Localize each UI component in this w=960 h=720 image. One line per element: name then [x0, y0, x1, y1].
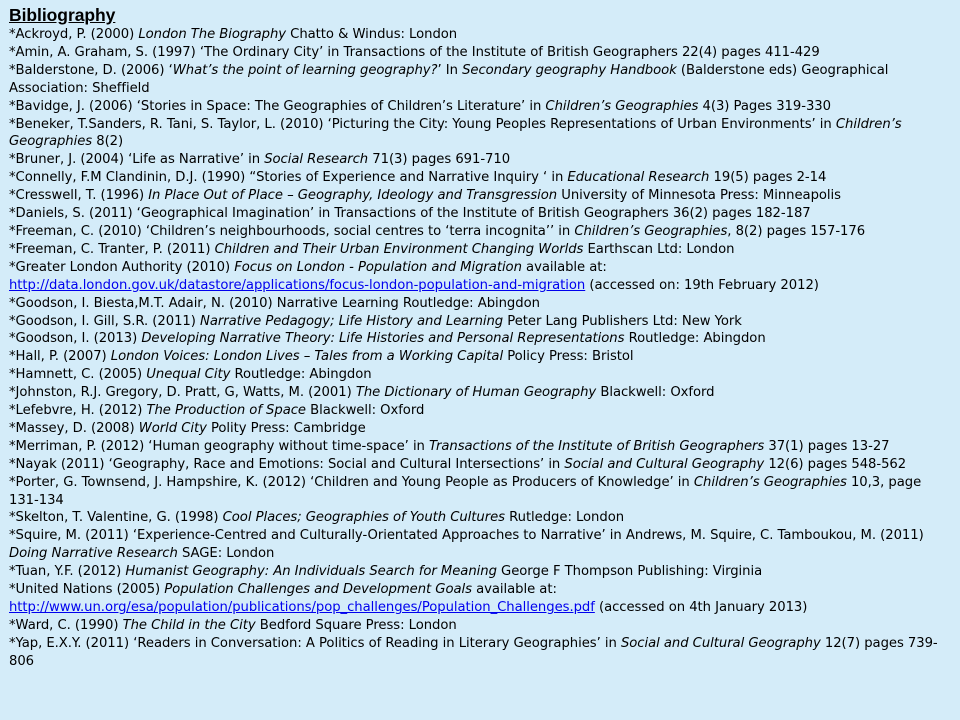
entry-text: *Tuan, Y.F. (2012) [9, 564, 126, 580]
entry-text: *United Nations (2005) [9, 582, 165, 598]
bibliography-entry [9, 62, 953, 98]
italic-title: What’s the point of learning geography? [172, 62, 438, 78]
entry-text: *Goodson, I. (2013) [9, 331, 142, 347]
bibliography-content [9, 4, 953, 671]
italic-title: The Production of Space [146, 403, 306, 419]
entry-text: *Ackroyd, P. (2000) [9, 27, 139, 42]
bibliography-entry [9, 509, 953, 527]
entry-text: 37(1) pages 13-27 [764, 438, 890, 454]
entry-text: *Beneker, T.Sanders, R. Tani, S. Taylor, L. (2010) ‘Picturing the City: Young Peoples Representations of Urban Environments’ in [9, 116, 836, 132]
bibliography-entry [9, 402, 953, 420]
entry-text: 10,3, page 131-134 [9, 474, 922, 508]
entry-text: Peter Lang Publishers Ltd: New York [503, 313, 742, 329]
entry-text: 4(3) Pages 319-330 [698, 98, 831, 114]
entry-text: *Squire, M. (2011) ‘Experience-Centred and Culturally-Orientated Approaches to Narrative’ in Andrews, M. Squire, C. Tamboukou, M. (2011) [9, 528, 924, 544]
entry-text: Rutledge: London [504, 510, 625, 526]
bibliography-entry [9, 330, 953, 348]
bibliography-entry [9, 187, 953, 205]
entry-text: *Hamnett, C. (2005) [9, 367, 147, 383]
entry-text: ’ In [437, 62, 463, 78]
bibliography-entry [9, 348, 953, 366]
entry-text: 12(6) pages 548-562 [764, 456, 907, 472]
entry-text: *Amin, A. Graham, S. (1997) ‘The Ordinary City’ in Transactions of the Institute of British Geographers 22(4) pages 411-429 [9, 44, 820, 60]
bibliography-entry [9, 116, 953, 152]
bibliography-title: Bibliography [9, 5, 116, 25]
entry-text: Policy Press: Bristol [503, 349, 634, 365]
italic-title: London The Biography [138, 27, 287, 42]
entry-text: available at: [471, 582, 557, 598]
italic-title: Doing Narrative Research [9, 546, 178, 562]
italic-title: In Place Out of Place – Geography, Ideology and Transgression [148, 188, 558, 204]
italic-title: The Dictionary of Human Geography [355, 385, 597, 401]
bibliography-entry [9, 581, 953, 617]
italic-title: London Voices: London Lives – Tales from a Working Capital [110, 349, 504, 365]
italic-title: Cool Places; Geographies of Youth Cultures [222, 510, 505, 526]
entry-text: , 8(2) pages 157-176 [727, 223, 866, 239]
italic-title: Focus on London - Population and Migration [234, 259, 522, 275]
italic-title: Children’s Geographies [693, 474, 847, 490]
entry-text: Earthscan Ltd: London [583, 241, 735, 257]
entry-text: *Johnston, R.J. Gregory, D. Pratt, G, Watts, M. (2001) [9, 385, 356, 401]
entry-text: (Balderstone eds) Geographical Association: Sheffield [9, 62, 889, 96]
entry-text: Polity Press: Cambridge [206, 420, 366, 436]
italic-title: Secondary geography Handbook [462, 62, 677, 78]
entry-text: *Hall, P. (2007) [9, 349, 111, 365]
entry-text: *Bruner, J. (2004) ‘Life as Narrative’ in [9, 152, 265, 168]
entry-text: *Freeman, C. (2010) ‘Children’s neighbourhoods, social centres to ‘terra incognita’’ in [9, 223, 575, 239]
italic-title: Social and Cultural Geography [620, 635, 821, 651]
entry-text: Chatto & Windus: London [286, 27, 458, 42]
entry-text: SAGE: London [177, 546, 275, 562]
entry-text: Routledge: Abingdon [230, 367, 372, 383]
bibliography-entry [9, 563, 953, 581]
entry-text: *Lefebvre, H. (2012) [9, 403, 147, 419]
entry-text: University of Minnesota Press: Minneapolis [557, 188, 841, 204]
bibliography-entry [9, 313, 953, 331]
url-link[interactable]: http://www.un.org/esa/population/publications/pop_challenges/Population_Challenges.pdf [9, 600, 595, 615]
entry-text: George F Thompson Publishing: Virginia [496, 564, 763, 580]
bibliography-entry [9, 259, 953, 295]
italic-title: Developing Narrative Theory: Life Histories and Personal Representations [141, 331, 625, 347]
bibliography-entry [9, 241, 953, 259]
entry-text: *Merriman, P. (2012) ‘Human geography without time-space’ in [9, 438, 430, 454]
bibliography-entry [9, 474, 953, 510]
bibliography-entry [9, 617, 953, 635]
italic-title: Population Challenges and Development Goals [164, 582, 472, 598]
entry-text: (accessed on: 19th February 2012) [585, 277, 819, 293]
bibliography-entry [9, 366, 953, 384]
entry-text: *Ward, C. (1990) [9, 617, 123, 633]
entry-text: Blackwell: Oxford [596, 385, 715, 401]
bibliography-entry [9, 384, 953, 402]
entry-text: *Cresswell, T. (1996) [9, 188, 149, 204]
bibliography-list [9, 26, 953, 671]
bibliography-entry [9, 26, 953, 44]
entry-text: *Freeman, C. Tranter, P. (2011) [9, 241, 215, 257]
italic-title: The Child in the City [122, 617, 256, 633]
bibliography-entry [9, 456, 953, 474]
italic-title: Transactions of the Institute of British Geographers [429, 438, 765, 454]
entry-text: *Nayak (2011) ‘Geography, Race and Emotions: Social and Cultural Intersections’ in [9, 456, 565, 472]
bibliography-entry [9, 223, 953, 241]
entry-text: (accessed on 4th January 2013) [594, 600, 808, 615]
bibliography-entry [9, 44, 953, 62]
italic-title: Narrative Pedagogy; Life History and Learning [200, 313, 504, 329]
entry-text: *Daniels, S. (2011) ‘Geographical Imagination’ in Transactions of the Institute of British Geographers 36(2) pages 182-187 [9, 206, 811, 222]
italic-title: Children’s Geographies [574, 223, 728, 239]
entry-text: *Massey, D. (2008) [9, 420, 139, 436]
entry-text: *Bavidge, J. (2006) ‘Stories in Space: The Geographies of Children’s Literature’ in [9, 98, 546, 114]
entry-text: 19(5) pages 2-14 [709, 170, 827, 186]
entry-text: 12(7) pages 739-806 [9, 635, 938, 669]
url-link[interactable]: http://data.london.gov.uk/datastore/applications/focus-london-population-and-migration [9, 277, 586, 293]
entry-text: Bedford Square Press: London [255, 617, 457, 633]
bibliography-entry [9, 527, 953, 563]
italic-title: World City [138, 420, 207, 436]
bibliography-entry [9, 98, 953, 116]
italic-title: Children’s Geographies [9, 116, 902, 150]
bibliography-entry [9, 295, 953, 313]
entry-text: *Connelly, F.M Clandinin, D.J. (1990) “Stories of Experience and Narrative Inquiry ‘ in [9, 170, 568, 186]
entry-text: 8(2) [92, 134, 124, 150]
bibliography-entry [9, 438, 953, 456]
bibliography-entry [9, 169, 953, 187]
bibliography-entry [9, 635, 953, 671]
italic-title: Unequal City [146, 367, 231, 383]
entry-text: *Skelton, T. Valentine, G. (1998) [9, 510, 223, 526]
bibliography-entry [9, 420, 953, 438]
bibliography-entry [9, 205, 953, 223]
italic-title: Humanist Geography: An Individuals Search for Meaning [125, 564, 497, 580]
italic-title: Social and Cultural Geography [564, 456, 765, 472]
entry-text: *Yap, E.X.Y. (2011) ‘Readers in Conversation: A Politics of Reading in Literary Geographies’ in [9, 635, 621, 651]
entry-text: *Goodson, I. Gill, S.R. (2011) [9, 313, 201, 329]
entry-text: Blackwell: Oxford [306, 403, 425, 419]
italic-title: Social Research [264, 152, 369, 168]
italic-title: Children’s Geographies [545, 98, 699, 114]
italic-title: Children and Their Urban Environment Changing Worlds [214, 241, 584, 257]
entry-text: *Greater London Authority (2010) [9, 259, 235, 275]
entry-text: Routledge: Abingdon [624, 331, 766, 347]
entry-text: 71(3) pages 691-710 [368, 152, 511, 168]
italic-title: Educational Research [567, 170, 710, 186]
bibliography-entry [9, 151, 953, 169]
entry-text: *Porter, G. Townsend, J. Hampshire, K. (2012) ‘Children and Young People as Producers of Knowledge’ in [9, 474, 694, 490]
entry-text: *Goodson, I. Biesta,M.T. Adair, N. (2010) Narrative Learning Routledge: Abingdon [9, 295, 540, 311]
entry-text: *Balderstone, D. (2006) ‘ [9, 62, 173, 78]
entry-text: available at: [521, 259, 607, 275]
